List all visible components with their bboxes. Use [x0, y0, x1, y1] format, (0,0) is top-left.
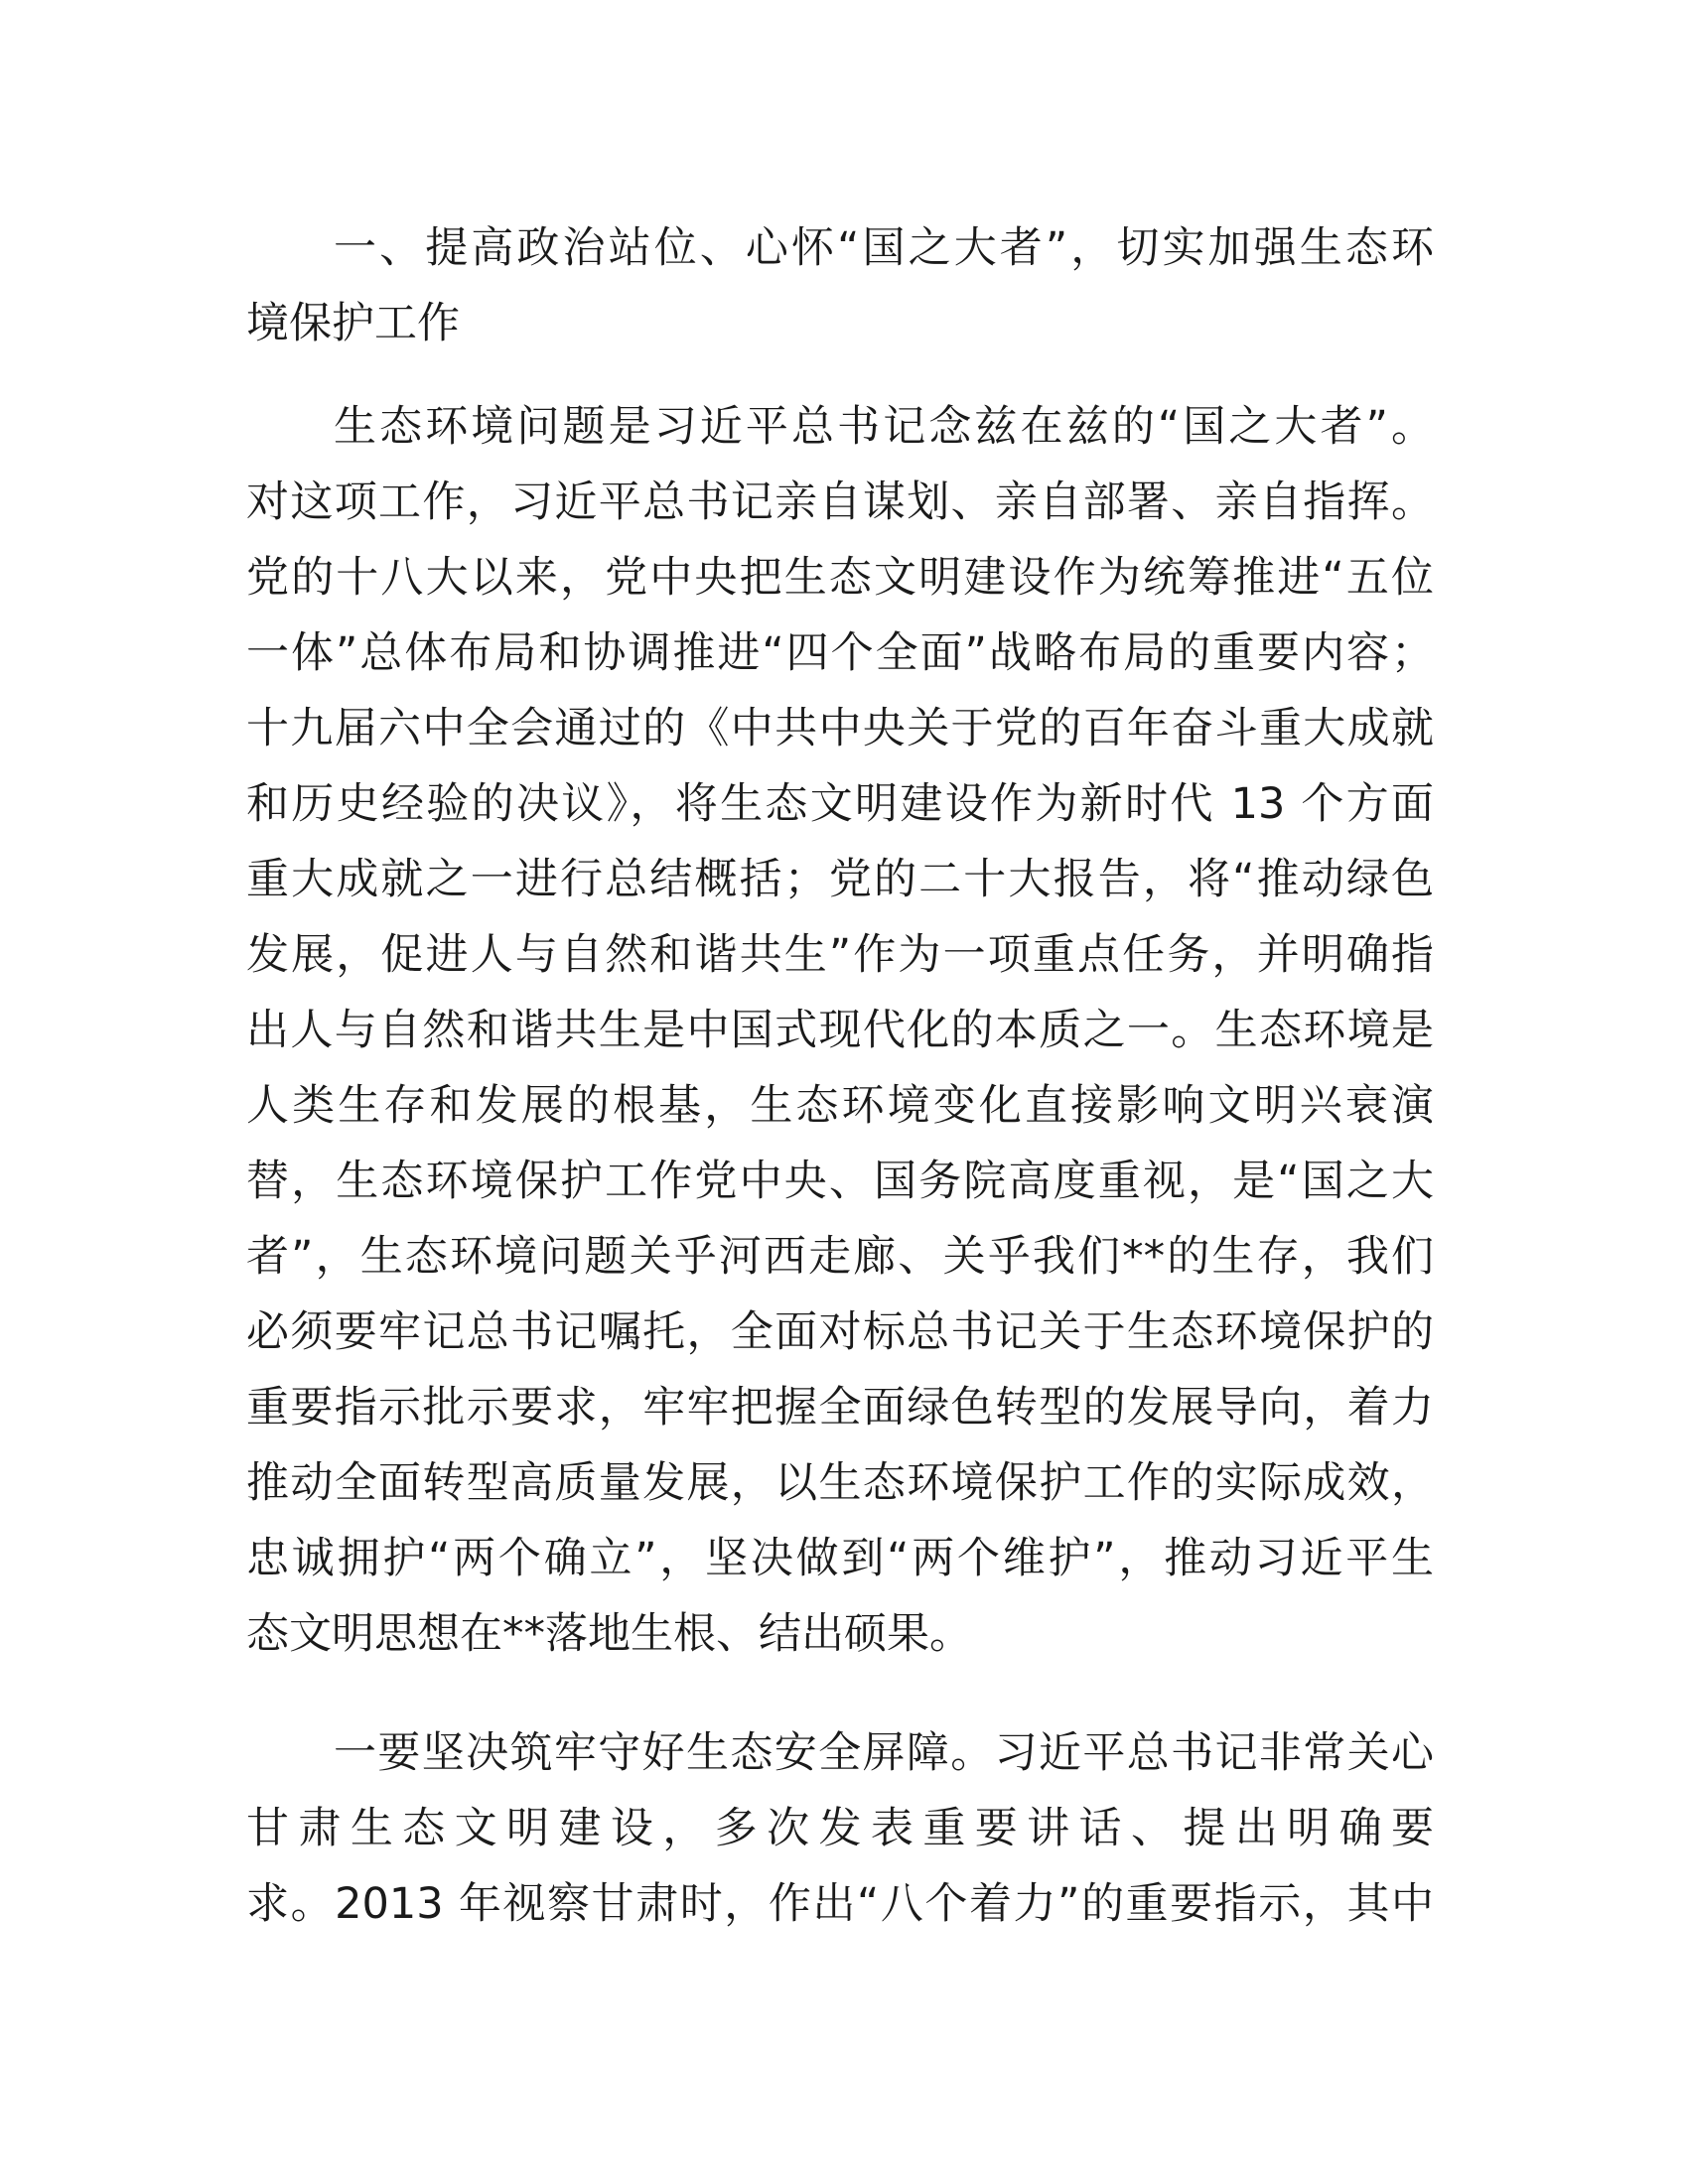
heading-line: 境保护工作: [246, 299, 460, 348]
paragraph-line: 生态环境问题是习近平总书记念兹在兹的“国之大者”。: [334, 402, 1434, 452]
paragraph-line: 一体”总体布局和协调推进“四个全面”战略布局的重要内容；: [246, 628, 1434, 678]
paragraph-line: 十九届六中全会通过的《中共中央关于党的百年奋斗重大成就: [246, 704, 1434, 753]
paragraph-line: 重大成就之一进行总结概括；党的二十大报告，将“推动绿色: [246, 855, 1434, 904]
paragraph-line: 必须要牢记总书记嘱托，全面对标总书记关于生态环境保护的: [246, 1307, 1434, 1357]
heading-line: 一、提高政治站位、心怀“国之大者”，切实加强生态环: [334, 223, 1434, 273]
body-paragraph: [246, 1715, 1434, 1942]
paragraph-line: 重要指示批示要求，牢牢把握全面绿色转型的发展导向，着力: [246, 1383, 1434, 1433]
paragraph-line: 求。2013 年视察甘肃时，作出“八个着力”的重要指示，其中: [246, 1879, 1434, 1929]
paragraph-line: 和历史经验的决议》，将生态文明建设作为新时代 13 个方面: [246, 779, 1434, 829]
body-paragraph: [246, 389, 1434, 1672]
paragraph-line: 甘肃生态文明建设，多次发表重要讲话、提出明确要: [246, 1804, 1434, 1853]
paragraph-line: 忠诚拥护“两个确立”，坚决做到“两个维护”，推动习近平生: [246, 1534, 1434, 1583]
paragraph-line: 态文明思想在**落地生根、结出硕果。: [246, 1609, 972, 1659]
paragraph-line: 推动全面转型高质量发展，以生态环境保护工作的实际成效，: [246, 1458, 1434, 1508]
paragraph-line: 对这项工作，习近平总书记亲自谋划、亲自部署、亲自指挥。: [246, 478, 1434, 527]
paragraph-line: 发展，促进人与自然和谐共生”作为一项重点任务，并明确指: [246, 930, 1434, 980]
paragraph-line: 党的十八大以来，党中央把生态文明建设作为统筹推进“五位: [246, 553, 1434, 603]
paragraph-line: 出人与自然和谐共生是中国式现代化的本质之一。生态环境是: [246, 1006, 1434, 1055]
paragraph-line: 一要坚决筑牢守好生态安全屏障。习近平总书记非常关心: [334, 1728, 1434, 1778]
paragraph-line: 替，生态环境保护工作党中央、国务院高度重视，是“国之大: [246, 1157, 1434, 1206]
paragraph-line: 人类生存和发展的根基，生态环境变化直接影响文明兴衰演: [246, 1081, 1434, 1131]
section-heading: [246, 210, 1434, 361]
paragraph-line: 者”，生态环境问题关乎河西走廊、关乎我们**的生存，我们: [246, 1232, 1434, 1282]
